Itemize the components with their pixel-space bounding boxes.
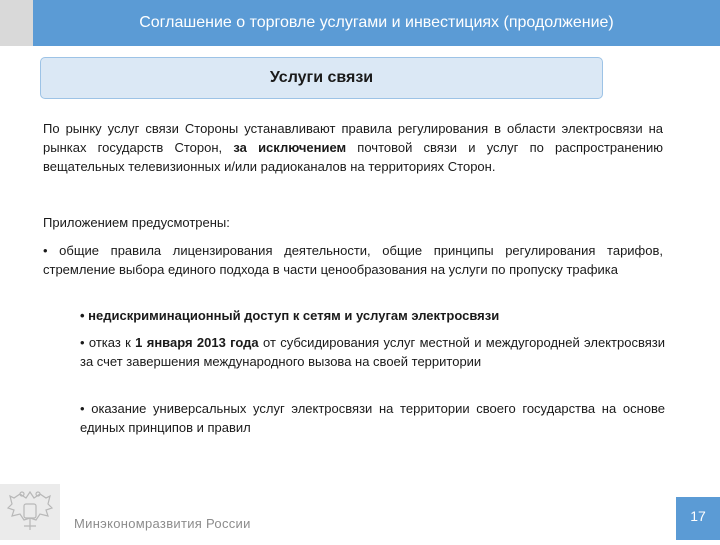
slide-title: Соглашение о торговле услугами и инвестициях (продолжение) <box>139 14 614 31</box>
coat-of-arms-emblem-icon <box>0 484 60 540</box>
section-title-box: Услуги связи <box>40 57 603 99</box>
sub-bullet-subsidy-end: от субсидирования услуг местной и междугородней электросвязи за счет завершения международного вызова на своей территории <box>80 335 665 369</box>
intro-text-bold: за исключением <box>233 140 347 155</box>
intro-paragraph <box>43 119 663 176</box>
sub-bullet-subsidy <box>80 333 665 371</box>
sub-bullet-subsidy-date: 1 января 2013 года <box>135 335 259 350</box>
intro-text-end: почтовой связи и услуг по распространению вещательных телевизионных и/или радиоканалов на территориях Сторон. <box>43 140 663 174</box>
sub-bullet-universal: • оказание универсальных услуг электросвязи на территории своего государства на основе единых принципов и правил <box>80 401 665 435</box>
annex-intro: Приложением предусмотрены: <box>43 215 230 230</box>
page-number: 17 <box>676 497 720 540</box>
sub-bullet-subsidy-start: • отказ к <box>80 335 136 350</box>
sub-bullet-access-text: • недискриминационный доступ к сетям и услугам электросвязи <box>80 308 500 323</box>
intro-text-start: По рынку услуг связи Стороны устанавливают правила регулирования в области электросвязи на рынках государств Сторон, <box>43 121 663 155</box>
bullet-licensing: • общие правила лицензирования деятельности, общие принципы регулирования тарифов, стремление выбора единого подхода в части ценообразования на услуги по пропуску трафика <box>43 243 663 277</box>
header-corner <box>0 0 33 46</box>
footer-organization: Минэкономразвития России <box>74 516 251 531</box>
sub-bullet-access <box>80 306 665 325</box>
